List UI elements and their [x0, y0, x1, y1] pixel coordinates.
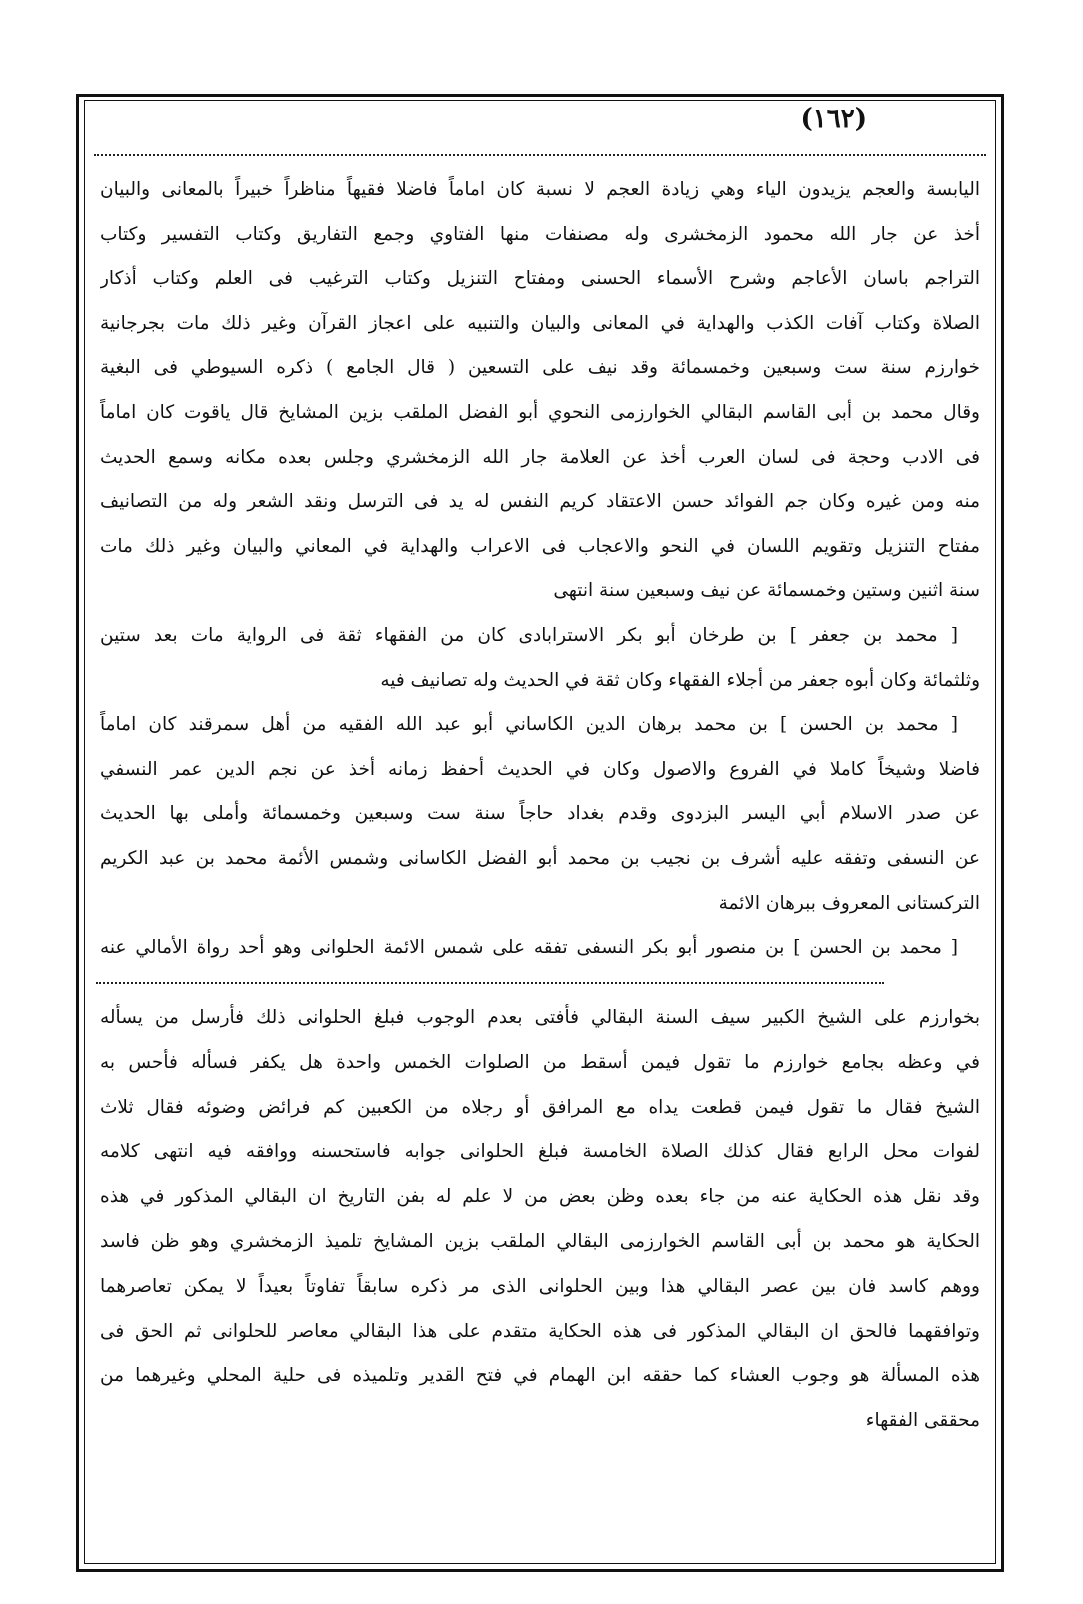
entry-heading-line: [ محمد بن الحسن ] بن منصور أبو بكر النسفى تفقه على شمس الائمة الحلوانى وهو أحد رواة الأمالي عنه: [100, 937, 958, 959]
footnote-line: لفوات محل الرابع فقال كذلك الصلاة الخامسة فبلغ الحلوانى جوابه فاستحسنه ووافقه فيه انتهى كلامه: [100, 1141, 980, 1163]
text-line: عن النسفى وتفقه عليه أشرف بن نجيب بن محمد أبو الفضل الكاسانى وشمس الأئمة محمد بن عبد الكريم: [100, 847, 980, 869]
text-line: عن صدر الاسلام أبي اليسر البزدوى وقدم بغداد حاجاً سنة ست وسبعين وخمسمائة وأملى بها الحديث: [100, 803, 980, 825]
header-rule: [94, 154, 986, 156]
text-line: اليابسة والعجم يزيدون الياء وهي زيادة العجم لا نسبة كان اماماً فاضلا فقيهاً مناظراً خبيراً بالمعانى والبيان: [100, 179, 980, 200]
text-line: الصلاة وكتاب آفات الكذب والهداية في المعانى والبيان والتنبيه على اعجاز القرآن وغير ذلك مات بجرجانية: [100, 312, 980, 334]
footnote-rule: [96, 982, 884, 984]
footnote-text: [100, 996, 980, 1444]
text-line: سنة اثنين وستين وخمسمائة عن نيف وسبعين سنة انتهى: [553, 580, 980, 602]
footnote-line: محققى الفقهاء: [865, 1410, 980, 1432]
text-line: خوارزم سنة ست وسبعين وخمسمائة وقد نيف على التسعين ( قال الجامع ) ذكره السيوطي فى البغية: [100, 357, 980, 379]
footnote-line: وتوافقهما فالحق ان البقالي المذكور فى هذه الحكاية متقدم على هذا البقالي معاصر للحلوانى ثم الحق فى: [100, 1320, 980, 1342]
entry-heading-line: [ محمد بن الحسن ] بن محمد برهان الدين الكاساني أبو عبد الله الفقيه من أهل سمرقند كان اماماً: [100, 714, 958, 736]
footnote-line: الحكاية هو محمد بن أبى القاسم الخوارزمى البقالي الملقب بزين المشايخ تلميذ الزمخشري وهو ظن فاسد: [100, 1230, 980, 1252]
entry-heading-line: [ محمد بن جعفر ] بن طرخان أبو بكر الاسترابادى كان من الفقهاء ثقة فى الرواية مات بعد ستين: [100, 624, 958, 646]
footnote-line: هذه المسألة هو وجوب العشاء كما حققه ابن الهمام في فتح القدير وتلميذه فى حلية المحلي وغيرهما من: [100, 1365, 980, 1387]
text-line: فى الادب وحجة فى لسان العرب أخذ عن العلامة جار الله الزمخشري وجلس بعده مكانه وسمع الحديث: [100, 446, 980, 468]
footnote-line: الشيخ فقال ما تقول فيمن قطعت يداه مع المرافق أو رجلاه من الكعبين كم فرائض وضوئه فقال ثلاث: [100, 1096, 980, 1118]
text-line: وقال محمد بن أبى القاسم البقالي الخوارزمى النحوي أبو الفضل الملقب بزين المشايخ قال ياقوت كان اماماً: [100, 401, 980, 423]
footnote-line: ووهم كاسد فان بين عصر البقالي هذا وبين الحلوانى الذى مر ذكره سابقاً تفاوتاً بعيداً لا يمكن تعاصرهما: [100, 1275, 980, 1297]
main-text: [100, 168, 980, 971]
text-line: وثلثمائة وكان أبوه جعفر من أجلاء الفقهاء وكان ثقة في الحديث وله تصانيف فيه: [380, 669, 980, 691]
footnote-line: في وعظه بجامع خوارزم ما تقول فيمن أسقط من الصلوات الخمس واحدة هل يكفر فسأله فأحس به: [100, 1051, 980, 1073]
footnote-line: وقد نقل هذه الحكاية عنه من جاء بعده وظن بعض من لا علم له بفن التاريخ ان البقالي المذكور في هذه: [100, 1186, 980, 1208]
footnote-line: بخوارزم على الشيخ الكبير سيف السنة البقالي فأفتى بعدم الوجوب فبلغ الحلوانى ذلك فأرسل من يسأله: [100, 1007, 980, 1028]
page-number: (١٦٢): [800, 104, 867, 134]
text-line: منه ومن غيره وكان جم الفوائد حسن الاعتقاد كريم النفس له يد فى الترسل ونقد الشعر وله من التصانيف: [100, 491, 980, 513]
text-line: التراجم باسان الأعاجم وشرح الأسماء الحسنى ومفتاح التنزيل وكتاب الترغيب فى العلم وكتاب أذكار: [100, 268, 980, 290]
text-line: مفتاح التنزيل وتقويم اللسان في النحو والاعجاب فى الاعراب والهداية في المعاني والبيان وغير ذلك مات: [100, 535, 980, 557]
text-line: أخذ عن جار الله محمود الزمخشرى وله مصنفات منها الفتاوي وجمع التفاريق وكتاب التفسير وكتاب: [100, 223, 980, 245]
text-line: فاضلا وشيخاً كاملا في الفروع والاصول وكان في الحديث أحفظ زمانه أخذ عن نجم الدين عمر النسفي: [100, 758, 980, 780]
text-line: التركستانى المعروف ببرهان الائمة: [718, 892, 980, 914]
